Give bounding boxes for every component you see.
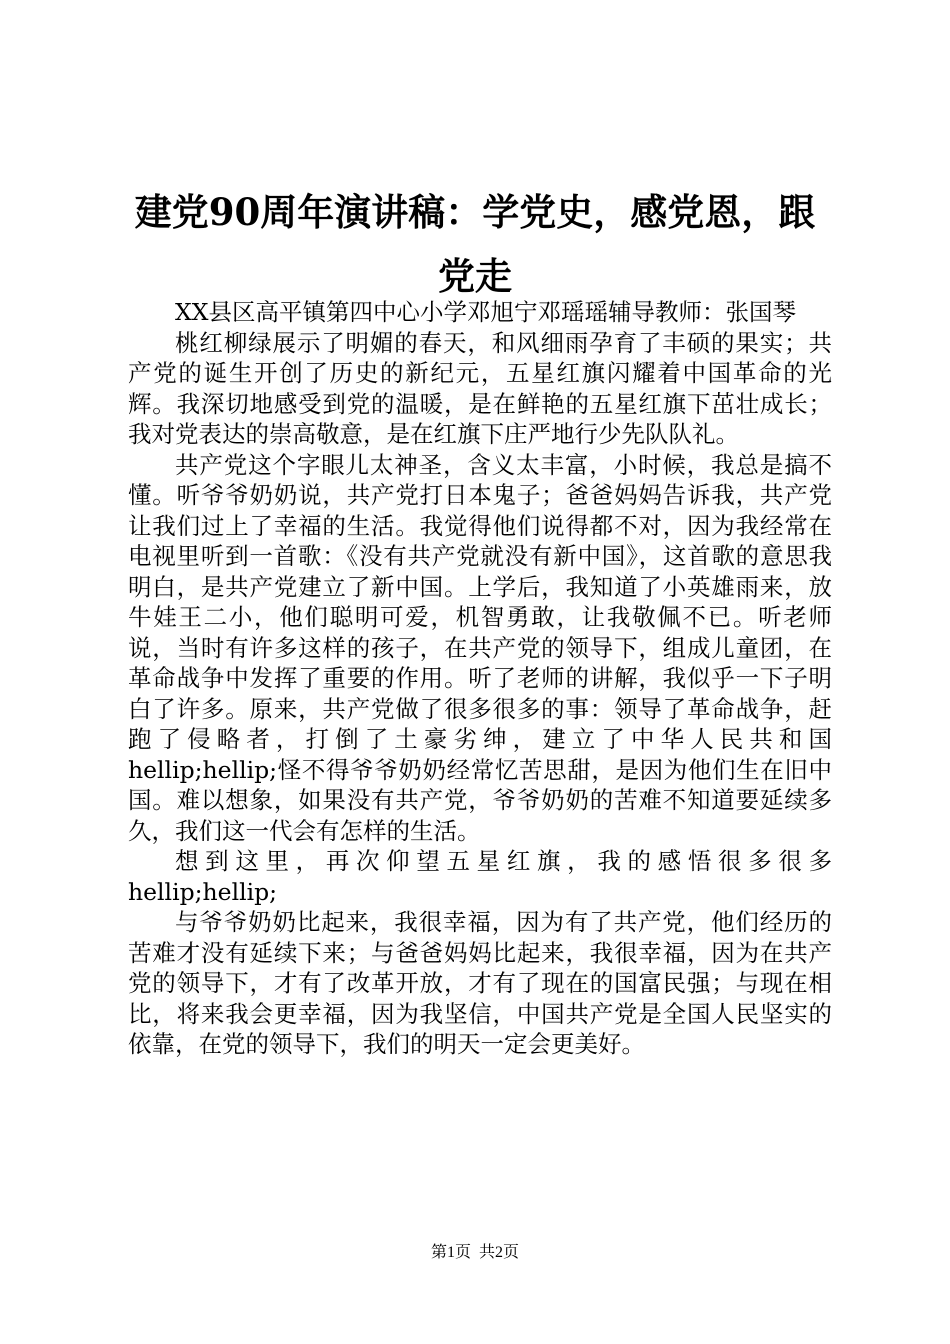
page-number: 第1页 <box>430 1244 471 1261</box>
paragraph: 共产党这个字眼儿太神圣，含义太丰富，小时候，我总是搞不懂。听爷爷奶奶说，共产党打日本鬼子；爸爸妈妈告诉我，共产党让我们过上了幸福的生活。我觉得他们说得都不对，因为我经常在电视里听到一首歌：《没有共产党就没有新中国》，这首歌的意思我明白，是共产党建立了新中国。上学后，我知道了小英雄雨来，放牛娃王二小，他们聪明可爱，机智勇敢，让我敬佩不已。听老师说，当时有许多这样的孩子，在共产党的领导下，组成儿童团，在革命战争中发挥了重要的作用。听了老师的讲解，我似乎一下子明白了许多。原来，共产党做了很多很多的事：领导了革命战争，赶跑了侵略者，打倒了土豪劣绅，建立了中华人民共和国hellip;hellip;怪不得爷爷奶奶经常忆苦思甜，是因为他们生在旧中国。难以想象，如果没有共产党，爷爷奶奶的苦难不知道要延续多久，我们这一代会有怎样的生活。 <box>128 450 832 845</box>
page-count: 共2页 <box>479 1244 520 1261</box>
paragraph: 桃红柳绿展示了明媚的春天，和风细雨孕育了丰硕的果实；共产党的诞生开创了历史的新纪元，五星红旗闪耀着中国革命的光辉。我深切地感受到党的温暖，是在鲜艳的五星红旗下茁壮成长；我对党表达的崇高敬意，是在红旗下庄严地行少先队队礼。 <box>128 328 832 448</box>
article-body <box>128 297 832 1060</box>
paragraph: 想到这里，再次仰望五星红旗，我的感悟很多很多hellip;hellip; <box>128 847 832 906</box>
page-title: 建党90周年演讲稿：学党史，感党恩，跟党走 <box>134 190 816 298</box>
paragraph: 与爷爷奶奶比起来，我很幸福，因为有了共产党，他们经历的苦难才没有延续下来；与爸爸妈妈比起来，我很幸福，因为在共产党的领导下，才有了改革开放，才有了现在的国富民强；与现在相比，将来我会更幸福，因为我坚信，中国共产党是全国人民坚实的依靠，在党的领导下，我们的明天一定会更美好。 <box>128 908 832 1058</box>
byline: XX县区高平镇第四中心小学邓旭宁邓瑶瑶辅导教师：张国琴 <box>175 298 796 326</box>
page-footer <box>0 1243 950 1263</box>
